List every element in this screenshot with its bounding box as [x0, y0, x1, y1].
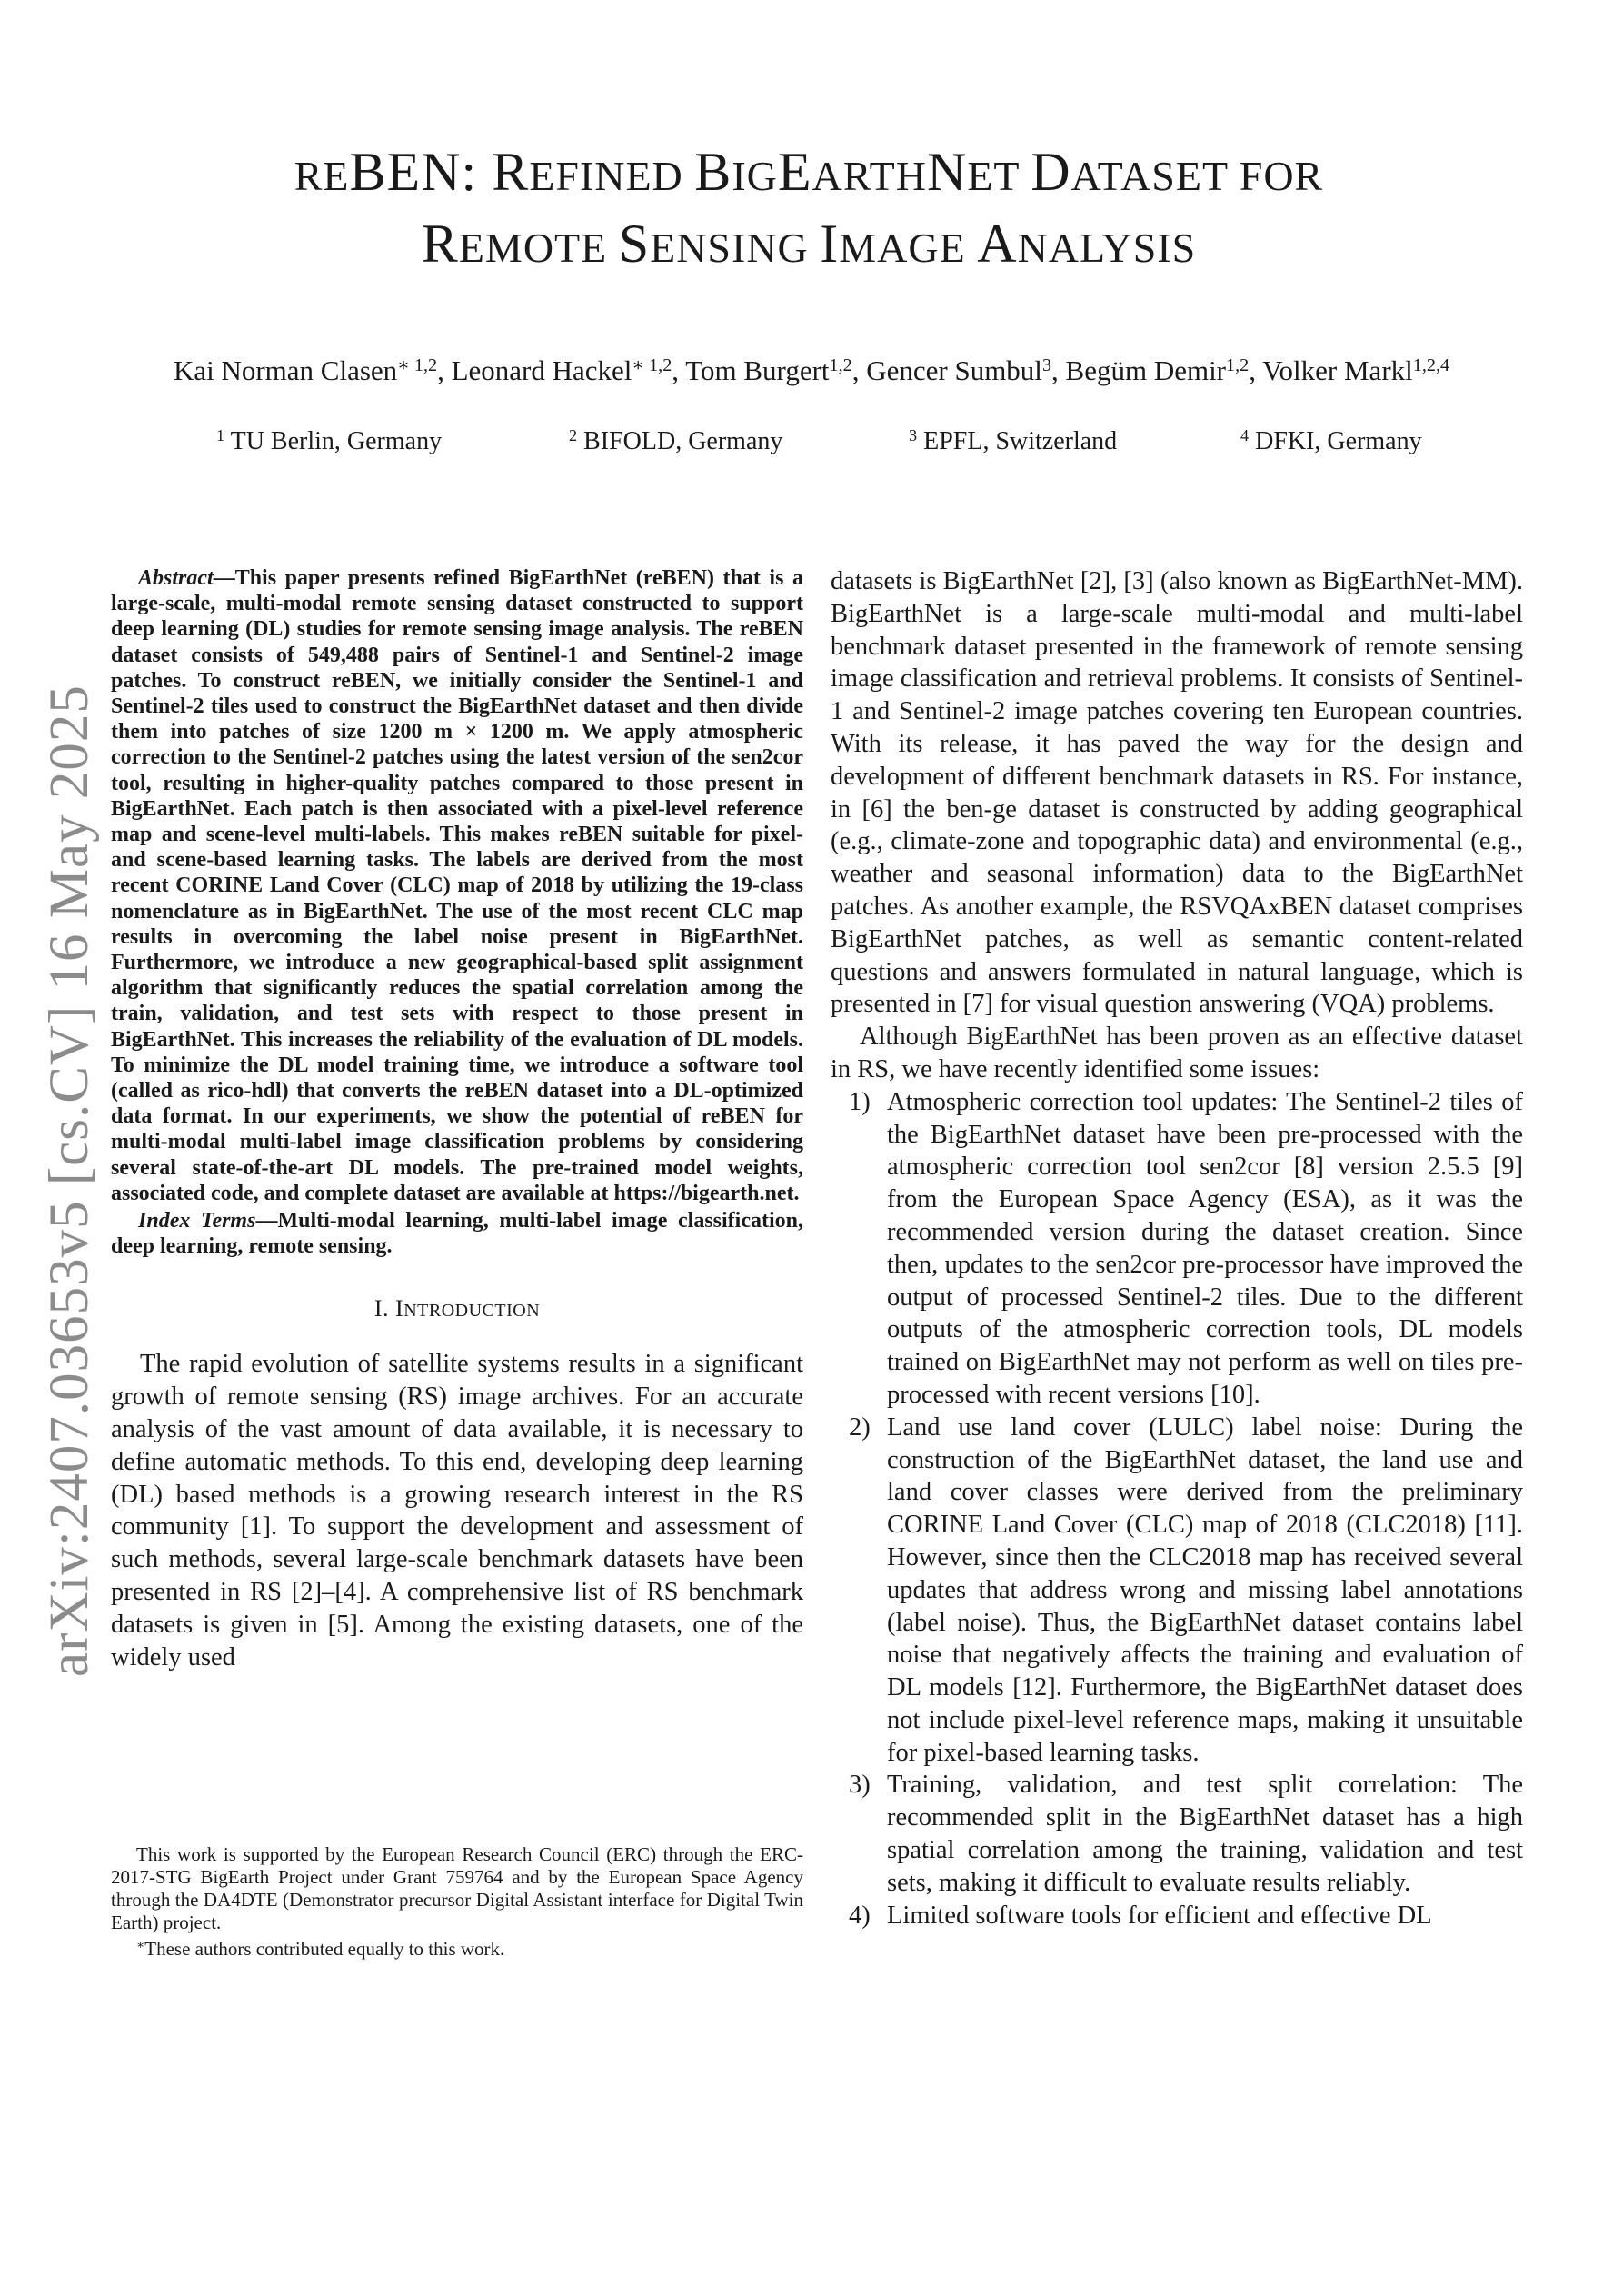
paper-title [91, 138, 1527, 282]
author-affiliation-marker: 3 [1041, 354, 1052, 375]
author-affiliation-marker: ∗ 1,2 [397, 354, 438, 375]
body-paragraph-issues-intro: Although BigEarthNet has been proven as an effective dataset in RS, we have recently identified some issues: [831, 1023, 1523, 1083]
title-segment: ARTH [812, 153, 927, 199]
author-list: Kai Norman Clasen$^{∗ 1,2}$, Leonard Hackel$^{∗ 1,2}$, Tom Burgert$^{1,2}$, Gencer Sumbul$^3$, Begüm Demir$^{1,2}$, Volker Markl$^{1,2,4}$ [173, 354, 1450, 386]
author-name: Tom Burgert [685, 354, 830, 386]
abstract [111, 565, 803, 1206]
title-segment: NALYSIS [1017, 225, 1197, 271]
title-segment: B [694, 142, 732, 202]
title-line-1 [91, 138, 1527, 210]
issue-item-4: 4) Limited software tools for efficient and effective DL [849, 1901, 1432, 1930]
affiliation-3: $^3$ EPFL, Switzerland [909, 425, 1118, 455]
title-segment: S [618, 214, 651, 274]
arxiv-sidebar-stamp: arXiv:2407.03653v5 [cs.CV] 16 May 2025 [39, 684, 100, 1677]
title-line-2 [91, 210, 1527, 282]
body-paragraph-bigearthnet: datasets is BigEarthNet [2], [3] (also known as BigEarthNet-MM). BigEarthNet is a large-scale multi-modal and multi-label benchmark dataset presented in the framework of remote sensing image classification and retrieval problems. It consists of Sentinel-1 and Sentinel-2 image patches covering ten European countries. With its release, it has paved the way for the design and development of different benchmark datasets in RS. For instance, in [6] the ben-ge dataset is constructed by adding geographical (e.g., climate-zone and topographic data) and environmental (e.g., weather and seasonal information) data to the BigEarthNet patches. As another example, the RSVQAxBEN dataset comprises BigEarthNet patches, as well as semantic content-related questions and answers formulated in natural language, which is presented in [7] for visual question answering (VQA) problems. [831, 567, 1523, 1019]
affiliation-4: $^4$ DFKI, Germany [1240, 425, 1422, 455]
intro-paragraph: The rapid evolution of satellite systems results in a significant growth of remote sensing (RS) image archives. For an accurate analysis of the vast amount of data available, it is necessary to define automatic methods. To this end, developing deep learning (DL) based methods is a growing research interest in the RS community [1]. To support the development and assessment of such methods, several large-scale benchmark datasets have been presented in RS [2]–[4]. A comprehensive list of RS benchmark datasets is given in [5]. Among the existing datasets, one of the widely used [111, 1350, 803, 1672]
title-segment: RE [294, 153, 350, 199]
issue-item-1: 1) Atmospheric correction tool updates: The Sentinel-2 tiles of the BigEarthNet dataset have been pre-processed with the atmospheric correction tool sen2cor [8] version 2.5.5 [9] from the European Space Agency (ESA), as it was the recommended version during the dataset creation. Since then, updates to the sen2cor pre-processor have improved the output of processed Sentinel-2 tiles. Due to the different outputs of the atmospheric correction tools, DL models trained on BigEarthNet may not perform as well on tiles pre-processed with recent versions [10]. [849, 1087, 1523, 1409]
author-affiliation-marker: 1,2,4 [1412, 354, 1450, 375]
title-segment: I [820, 214, 840, 274]
right-column [831, 565, 1523, 1932]
issue-item-3: 3) Training, validation, and test split correlation: The recommended split in the BigEarthNet dataset has a high spatial correlation among the training, validation and test sets, making it difficult to evaluate results reliably. [849, 1771, 1523, 1897]
issues-list [831, 1086, 1523, 1932]
author-name: Gencer Sumbul [866, 354, 1042, 386]
title-segment: BEN: R [349, 142, 530, 202]
index-terms-label: Index Terms [138, 1209, 256, 1233]
title-segment: R [421, 214, 459, 274]
issue-item-2: 2) Land use land cover (LULC) label noise: During the construction of the BigEarthNet dataset, the land use and land cover classes were derived from the preliminary CORINE Land Cover (CLC) map of 2018 (CLC2018) [11]. However, since then the CLC2018 map has received several updates that address wrong and missing label annotations (label noise). Thus, the BigEarthNet dataset contains label noise that negatively affects the training and evaluation of DL models [12]. Furthermore, the BigEarthNet dataset does not include pixel-level reference maps, making it unsuitable for pixel-based learning tasks. [849, 1413, 1523, 1767]
title-segment: MAGE [839, 225, 978, 271]
title-segment: A [977, 214, 1018, 274]
footnotes [111, 1843, 803, 1964]
title-segment: ENSING [650, 225, 821, 271]
title-segment: N [926, 142, 968, 202]
title-segment: EMOTE [458, 225, 619, 271]
author-affiliation-marker: 1,2 [1226, 354, 1250, 375]
author-affiliation-marker: ∗ 1,2 [632, 354, 672, 375]
index-terms [111, 1208, 803, 1259]
author-name: Kai Norman Clasen [173, 354, 398, 386]
abstract-text: —This paper presents refined BigEarthNet (reBEN) that is a large-scale, multi-modal remote sensing dataset constructed to support deep learning (DL) studies for remote sensing image analysis. The reBEN dataset consists of 549,488 pairs of Sentinel-1 and Sentinel-2 image patches. To construct reBEN, we initially consider the Sentinel-1 and Sentinel-2 tiles used to construct the BigEarthNet dataset and then divide them into patches of size 1200 m × 1200 m. We apply atmospheric correction to the Sentinel-2 patches using the latest version of the sen2cor tool, resulting in higher-quality patches compared to those present in BigEarthNet. Each patch is then associated with a pixel-level reference map and scene-level multi-labels. This makes reBEN suitable for pixel- and scene-based learning tasks. The labels are derived from the most recent CORINE Land Cover (CLC) map of 2018 by utilizing the 19-class nomenclature as in BigEarthNet. The use of the most recent CLC map results in overcoming the label noise present in BigEarthNet. Furthermore, we introduce a new geographical-based split assignment algorithm that significantly reduces the spatial correlation among the train, validation, and test sets with respect to those present in BigEarthNet. This increases the reliability of the evaluation of DL models. To minimize the DL model training time, we introduce a software tool (called as rico-hdl) that converts the reBEN dataset into a DL-optimized data format. In our experiments, we show the potential of reBEN for multi-modal multi-label image classification problems by considering several state-of-the-art DL models. The pre-trained model weights, associated code, and complete dataset are available at https://bigearth.net. [111, 566, 803, 1205]
title-segment: IG [732, 153, 778, 199]
title-segment: EFINED [529, 153, 695, 199]
index-terms-text: —Multi-modal learning, multi-label image classification, deep learning, remote sensing. [111, 1209, 804, 1259]
abstract-label: Abstract [138, 566, 214, 590]
title-segment: D [1031, 142, 1071, 202]
section-heading-introduction: I. INTRODUCTION [373, 1295, 541, 1323]
author-name: Leonard Hackel [451, 354, 632, 386]
author-name: Begüm Demir [1065, 354, 1227, 386]
affiliation-1: $^1$ TU Berlin, Germany [216, 425, 443, 455]
author-affiliation-marker: 1,2 [829, 354, 852, 375]
title-segment: ET [967, 153, 1031, 199]
footnote-equal-contribution: ∗These authors contributed equally to this work. [136, 1938, 505, 1960]
affiliation-2: $^2$ BIFOLD, Germany [569, 425, 783, 455]
left-column [111, 565, 803, 1673]
title-segment: E [777, 142, 812, 202]
title-segment: ATASET FOR [1070, 153, 1324, 199]
footnote-funding: This work is supported by the European Research Council (ERC) through the ERC-2017-STG BigEarth Project under Grant 759764 and by the European Space Agency through the DA4DTE (Demonstrator precursor Digital Assistant interface for Digital Twin Earth) project. [111, 1843, 803, 1933]
author-name: Volker Markl [1262, 354, 1413, 386]
